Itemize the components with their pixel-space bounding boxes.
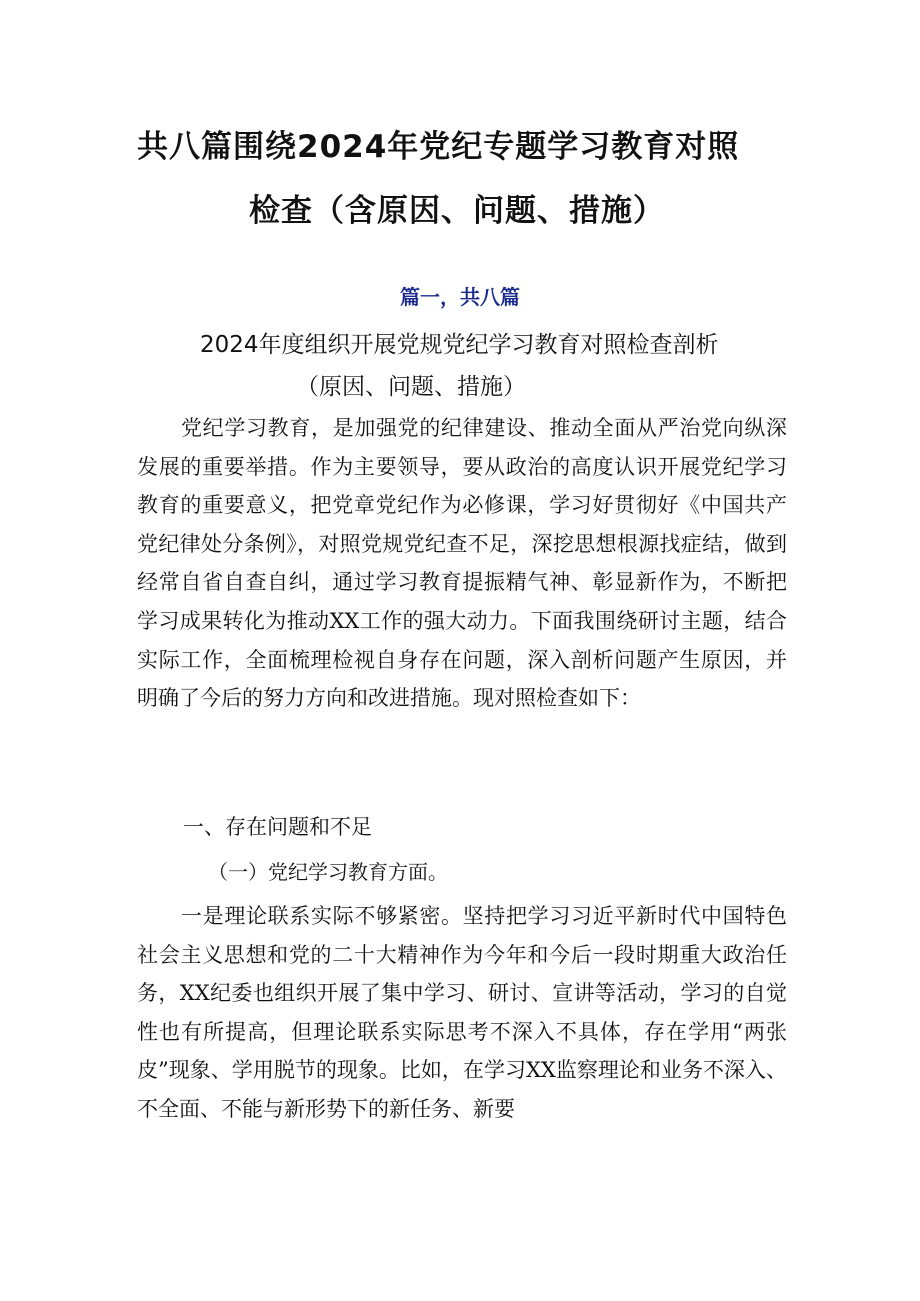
body-paragraph: 一是理论联系实际不够紧密。坚持把学习习近平新时代中国特色社会主义思想和党的二十大精神作为今年和今后一段时期重大政治任务，XX纪委也组织开展了集中学习、研讨、宣讲等活动，学习的自觉性也有所提高，但理论联系实际思考不深入不具体，存在学用“两张皮”现象、学用脱节的现象。比如，在学习XX监察理论和业务不深入、不全面、不能与新形势下的新任务、新要	[137, 904, 787, 1121]
document-title-line-1: 共八篇围绕2024年党纪专题学习教育对照	[137, 129, 740, 165]
intro-paragraph: 党纪学习教育，是加强党的纪律建设、推动全面从严治党向纵深发展的重要举措。作为主要领导，要从政治的高度认识开展党纪学习教育的重要意义，把党章党纪作为必修课，学习好贯彻好《中国共产党纪律处分条例》，对照党规党纪查不足，深挖思想根源找症结，做到经常自省自查自纠，通过学习教育提振精气神、彰显新作为，不断把学习成果转化为推动XX工作的强大动力。下面我围绕研讨主题，结合实际工作，全面梳理检视自身存在问题，深入剖析问题产生原因，并明确了今后的努力方向和改进措施。现对照检查如下：	[137, 416, 787, 711]
chapter-label: 篇一，共八篇	[400, 285, 520, 309]
subsection-heading: （一）党纪学习教育方面。	[208, 860, 448, 884]
document-title-line-2: 检查（含原因、问题、措施）	[249, 193, 665, 229]
subtitle-line-2: （原因、问题、措施）	[296, 374, 526, 400]
subtitle-line-1: 2024年度组织开展党规党纪学习教育对照检查剖析	[200, 332, 719, 358]
section-heading: 一、存在问题和不足	[183, 815, 372, 839]
